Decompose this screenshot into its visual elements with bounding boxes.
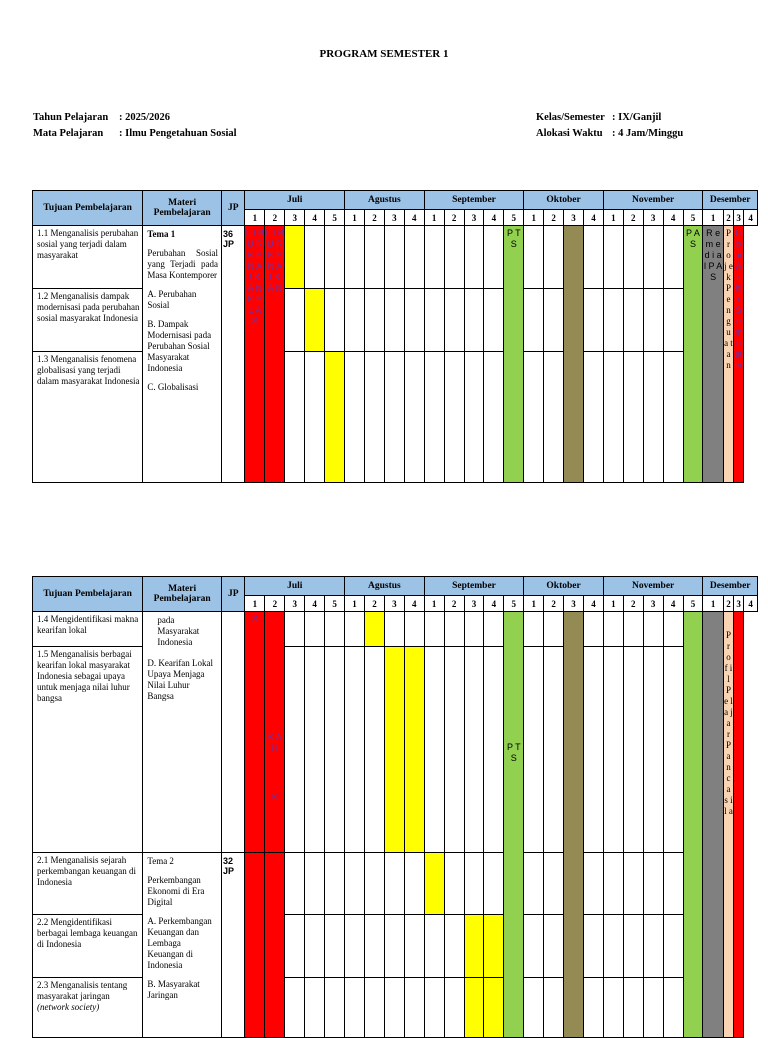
week-cell [484, 226, 504, 289]
week-cell [325, 915, 345, 978]
jp-value-2: 32 JP [221, 853, 244, 1038]
week-header: 3 [384, 596, 404, 612]
week-header: 1 [524, 210, 544, 226]
pas-column [683, 612, 703, 1038]
materi-c: C. Globalisasi [147, 382, 199, 392]
header-month-oktober: Oktober [524, 577, 604, 596]
week-header: 3 [464, 210, 484, 226]
week-header: 2 [265, 210, 285, 226]
week-cell [444, 289, 464, 352]
week-header: 1 [345, 596, 365, 612]
week-header: 2 [364, 596, 384, 612]
week-cell [583, 352, 603, 483]
week-cell [464, 915, 484, 978]
week-cell [524, 915, 544, 978]
week-cell [544, 978, 564, 1038]
libur-naik-kelas-col1: L I B U R K E N A I K A N K E L A S [245, 226, 265, 483]
libur-col1-t2 [245, 853, 265, 1038]
week-header: 3 [643, 596, 663, 612]
week-cell [345, 647, 365, 853]
week-header: 5 [683, 210, 703, 226]
week-header: 1 [603, 596, 623, 612]
week-cell [663, 226, 683, 289]
week-header: 1 [245, 210, 265, 226]
week-cell [623, 226, 643, 289]
week-cell [424, 978, 444, 1038]
week-header: 2 [723, 210, 733, 226]
week-cell [544, 647, 564, 853]
materi-2-b: B. Masyarakat Jaringan [147, 979, 200, 1000]
week-cell [384, 352, 404, 483]
week-header: 3 [564, 210, 584, 226]
week-cell [663, 612, 683, 647]
week-cell [345, 289, 365, 352]
week-header: 4 [484, 596, 504, 612]
libur-col2-text-b: K [271, 792, 278, 802]
week-cell [623, 647, 643, 853]
week-cell [305, 352, 325, 483]
week-cell [524, 226, 544, 289]
week-cell [444, 647, 464, 853]
week-cell [484, 915, 504, 978]
week-cell [464, 289, 484, 352]
week-cell [544, 853, 564, 915]
week-cell [643, 226, 663, 289]
materi-tema-1 [143, 226, 222, 483]
week-cell [404, 289, 424, 352]
week-cell [424, 289, 444, 352]
week-cell [424, 226, 444, 289]
week-cell [424, 915, 444, 978]
info-left [33, 110, 237, 142]
week-cell [364, 226, 384, 289]
tujuan-2-3-italic: (network society) [37, 1002, 100, 1012]
week-cell [444, 915, 464, 978]
week-header: 1 [524, 596, 544, 612]
week-cell [305, 226, 325, 289]
materi-b: B. Dampak Modernisasi pada Perubahan Sosial Masyarakat Indonesia [147, 319, 212, 373]
week-cell [364, 978, 384, 1038]
week-cell [484, 647, 504, 853]
jp-value: 36 JP [221, 226, 244, 483]
week-cell [583, 289, 603, 352]
week-cell [404, 352, 424, 483]
program-table-1 [32, 190, 758, 483]
week-cell [384, 853, 404, 915]
week-cell [603, 647, 623, 853]
week-cell [404, 226, 424, 289]
week-header: 4 [305, 596, 325, 612]
week-cell [384, 612, 404, 647]
tujuan-1-3: 1.3 Menganalisis fenomena globalisasi yang terjadi dalam masyarakat Indonesia [33, 352, 143, 483]
week-cell [524, 978, 544, 1038]
week-cell [623, 853, 643, 915]
week-cell [643, 352, 663, 483]
week-cell [364, 612, 384, 647]
tujuan-1-1: 1.1 Menganalisis perubahan sosial yang terjadi dalam masyarakat [33, 226, 143, 289]
materi-2-a: A. Perkembangan Keuangan dan Lembaga Keuangan di Indonesia [147, 916, 212, 970]
header-month-juli: Juli [245, 577, 345, 596]
week-cell [603, 226, 623, 289]
header-month-september: September [424, 577, 524, 596]
week-cell [305, 915, 325, 978]
tujuan-2-3-text: 2.3 Menganalisis tentang masyarakat jaringan [37, 980, 128, 1001]
materi-tema-2 [143, 853, 222, 1038]
header-tujuan: Tujuan Pembelajaran [33, 577, 143, 612]
week-cell [285, 978, 305, 1038]
week-cell [345, 978, 365, 1038]
libur-akhir-semester-column: Libur Akhir Semester [734, 226, 744, 483]
week-cell [643, 978, 663, 1038]
week-cell [285, 352, 305, 483]
header-materi: Materi Pembelajaran [143, 191, 222, 226]
week-cell [643, 915, 663, 978]
week-header: 1 [703, 210, 723, 226]
header-month-desember: Desember [703, 191, 758, 210]
week-header: 5 [683, 596, 703, 612]
week-cell [325, 978, 345, 1038]
week-cell [623, 289, 643, 352]
week-cell [345, 853, 365, 915]
week-cell [384, 289, 404, 352]
week-cell [345, 352, 365, 483]
week-cell [444, 612, 464, 647]
pts-column: P T S [504, 226, 524, 483]
tujuan-1-4: 1.4 Mengidentifikasi makna kearifan lokal [33, 612, 143, 647]
week-cell [623, 612, 643, 647]
week-cell [524, 352, 544, 483]
tujuan-2-1: 2.1 Menganalisis sejarah perkembangan keuangan di Indonesia [33, 853, 143, 915]
week-cell [623, 978, 643, 1038]
week-cell [484, 352, 504, 483]
week-cell [384, 647, 404, 853]
week-header: 4 [583, 596, 603, 612]
week-cell [464, 978, 484, 1038]
header-month-agustus: Agustus [345, 577, 425, 596]
olive-column [564, 612, 584, 1038]
week-header: 2 [364, 210, 384, 226]
week-header: 1 [424, 210, 444, 226]
materi-tema-1-cont [143, 612, 222, 853]
week-cell [384, 226, 404, 289]
remedial-column [703, 612, 723, 1038]
week-cell [444, 226, 464, 289]
week-cell [285, 647, 305, 853]
header-month-november: November [603, 191, 703, 210]
week-cell [603, 978, 623, 1038]
header-month-september: September [424, 191, 524, 210]
week-cell [524, 647, 544, 853]
week-cell [325, 612, 345, 647]
week-cell [464, 226, 484, 289]
week-cell [663, 289, 683, 352]
week-header: 1 [245, 596, 265, 612]
week-header: 3 [643, 210, 663, 226]
materi-d: D. Kearifan Lokal Upaya Menjaga Nilai Luhur Bangsa [147, 658, 214, 701]
week-cell [404, 853, 424, 915]
header-month-agustus: Agustus [345, 191, 425, 210]
week-cell [424, 352, 444, 483]
week-cell [663, 352, 683, 483]
week-cell [603, 352, 623, 483]
week-header: 2 [265, 596, 285, 612]
remedial-pas-column: R e m e d i a l P A S [703, 226, 723, 483]
week-cell [663, 915, 683, 978]
header-jp: JP [221, 577, 244, 612]
week-cell [544, 352, 564, 483]
week-header: 4 [744, 210, 758, 226]
week-cell [583, 915, 603, 978]
week-header: 3 [384, 210, 404, 226]
week-cell [464, 612, 484, 647]
week-cell [643, 289, 663, 352]
week-cell [603, 612, 623, 647]
header-month-november: November [603, 577, 703, 596]
week-cell [444, 352, 464, 483]
week-cell [285, 289, 305, 352]
week-cell [544, 289, 564, 352]
week-cell [345, 915, 365, 978]
tujuan-2-3 [33, 978, 143, 1038]
week-header: 4 [404, 210, 424, 226]
week-cell [424, 612, 444, 647]
week-header: 2 [544, 210, 564, 226]
week-cell [285, 915, 305, 978]
week-header: 1 [703, 596, 723, 612]
libur-col1-cont: S [245, 612, 265, 853]
week-cell [583, 612, 603, 647]
week-cell [583, 853, 603, 915]
week-header: 1 [603, 210, 623, 226]
pts-column: P T S [504, 612, 524, 1038]
tema-2-label: Tema 2 [147, 856, 174, 866]
kelas-semester: Kelas/Semester : IX/Ganjil [536, 112, 662, 123]
week-header: 5 [504, 210, 524, 226]
week-cell [663, 647, 683, 853]
week-cell [305, 978, 325, 1038]
week-header: 4 [305, 210, 325, 226]
week-header: 4 [583, 210, 603, 226]
header-month-desember: Desember [703, 577, 758, 596]
week-cell [404, 612, 424, 647]
week-cell [404, 978, 424, 1038]
week-cell [603, 289, 623, 352]
week-cell [544, 915, 564, 978]
week-cell [305, 612, 325, 647]
week-cell [285, 612, 305, 647]
week-cell [603, 915, 623, 978]
week-cell [623, 915, 643, 978]
week-header: 2 [444, 210, 464, 226]
week-header: 1 [345, 210, 365, 226]
week-cell [424, 647, 444, 853]
week-header: 5 [325, 596, 345, 612]
week-cell [464, 853, 484, 915]
week-header: 5 [504, 596, 524, 612]
week-header: 4 [663, 596, 683, 612]
week-header: 4 [404, 596, 424, 612]
week-cell [484, 612, 504, 647]
libur-col2-text: K A H [267, 732, 282, 753]
week-cell [524, 853, 544, 915]
header-month-juli: Juli [245, 191, 345, 210]
tujuan-2-2: 2.2 Mengidentifikasi berbagai lembaga keuangan di Indonesia [33, 915, 143, 978]
week-cell [444, 853, 464, 915]
week-cell [305, 647, 325, 853]
week-header: 3 [285, 210, 305, 226]
week-header: 2 [723, 596, 733, 612]
week-header: 3 [285, 596, 305, 612]
header-materi: Materi Pembelajaran [143, 577, 222, 612]
week-cell [404, 647, 424, 853]
week-header: 2 [623, 596, 643, 612]
week-cell [345, 612, 365, 647]
week-cell [345, 226, 365, 289]
tema-label: Tema 1 [147, 229, 176, 239]
week-cell [583, 226, 603, 289]
week-cell [285, 226, 305, 289]
week-header: 4 [744, 596, 758, 612]
week-header: 2 [544, 596, 564, 612]
week-header: 4 [663, 210, 683, 226]
week-cell [663, 853, 683, 915]
pas-column: P A S [683, 226, 703, 483]
alokasi-waktu: Alokasi Waktu : 4 Jam/Minggu [536, 128, 684, 139]
week-cell [404, 915, 424, 978]
week-cell [524, 612, 544, 647]
libur-akhir-semester-column [734, 612, 744, 1038]
libur-naik-kelas-col2: L I B U R K E N A I K A N [265, 226, 285, 483]
week-header: 3 [564, 596, 584, 612]
week-cell [325, 226, 345, 289]
week-cell [464, 352, 484, 483]
jp-empty [221, 612, 244, 853]
week-cell [464, 647, 484, 853]
tujuan-1-5: 1.5 Menganalisis berbagai kearifan lokal masyarakat Indonesia sebagai upaya untuk menjaga nilai luhur bangsa [33, 647, 143, 853]
week-cell [643, 612, 663, 647]
week-header: 2 [444, 596, 464, 612]
week-cell [484, 853, 504, 915]
week-cell [364, 915, 384, 978]
olive-column [564, 226, 584, 483]
page-title: PROGRAM SEMESTER 1 [319, 48, 449, 60]
header-tujuan: Tujuan Pembelajaran [33, 191, 143, 226]
week-cell [364, 289, 384, 352]
week-cell [544, 226, 564, 289]
week-header: 1 [424, 596, 444, 612]
week-cell [663, 978, 683, 1038]
week-cell [305, 289, 325, 352]
week-cell [384, 915, 404, 978]
week-cell [603, 853, 623, 915]
info-right [536, 110, 683, 142]
week-cell [384, 978, 404, 1038]
week-cell [285, 853, 305, 915]
week-cell [623, 352, 643, 483]
week-cell [325, 289, 345, 352]
header-jp: JP [221, 191, 244, 226]
week-cell [325, 647, 345, 853]
week-header: 5 [325, 210, 345, 226]
week-header: 3 [464, 596, 484, 612]
tema-2-title: Perkembangan Ekonomi di Era Digital [147, 875, 205, 907]
profil-pelajar-pancasila-column: P r o f i l P e l a j a r P a n c a s i l a [723, 612, 733, 1038]
tahun-pelajaran: Tahun Pelajaran : 2025/2026 [33, 112, 171, 123]
week-cell [424, 853, 444, 915]
week-cell [484, 289, 504, 352]
week-cell [583, 647, 603, 853]
libur-col2-cont [265, 612, 285, 853]
week-header: 2 [623, 210, 643, 226]
week-header: 3 [734, 596, 744, 612]
week-header: 4 [484, 210, 504, 226]
week-cell [325, 352, 345, 483]
projek-penguatan-column: P r o j e k P e n g u a t a n [723, 226, 733, 483]
week-cell [583, 978, 603, 1038]
week-header: 3 [734, 210, 744, 226]
materi-title: Perubahan Sosial yang Terjadi pada Masa Kontemporer [147, 248, 218, 280]
week-cell [643, 853, 663, 915]
week-cell [643, 647, 663, 853]
week-cell [325, 853, 345, 915]
week-cell [364, 647, 384, 853]
libur-col2-t2 [265, 853, 285, 1038]
materi-continued: pada Masyarakat Indonesia [157, 615, 200, 647]
tujuan-1-2: 1.2 Menganalisis dampak modernisasi pada perubahan sosial masyarakat Indonesia [33, 289, 143, 352]
materi-a: A. Perubahan Sosial [147, 289, 197, 310]
week-cell [444, 978, 464, 1038]
week-cell [364, 853, 384, 915]
program-table-2 [32, 576, 758, 1038]
week-cell [305, 853, 325, 915]
week-cell [524, 289, 544, 352]
week-cell [544, 612, 564, 647]
week-cell [364, 352, 384, 483]
header-month-oktober: Oktober [524, 191, 604, 210]
mata-pelajaran: Mata Pelajaran : Ilmu Pengetahuan Sosial [33, 128, 237, 139]
week-cell [484, 978, 504, 1038]
